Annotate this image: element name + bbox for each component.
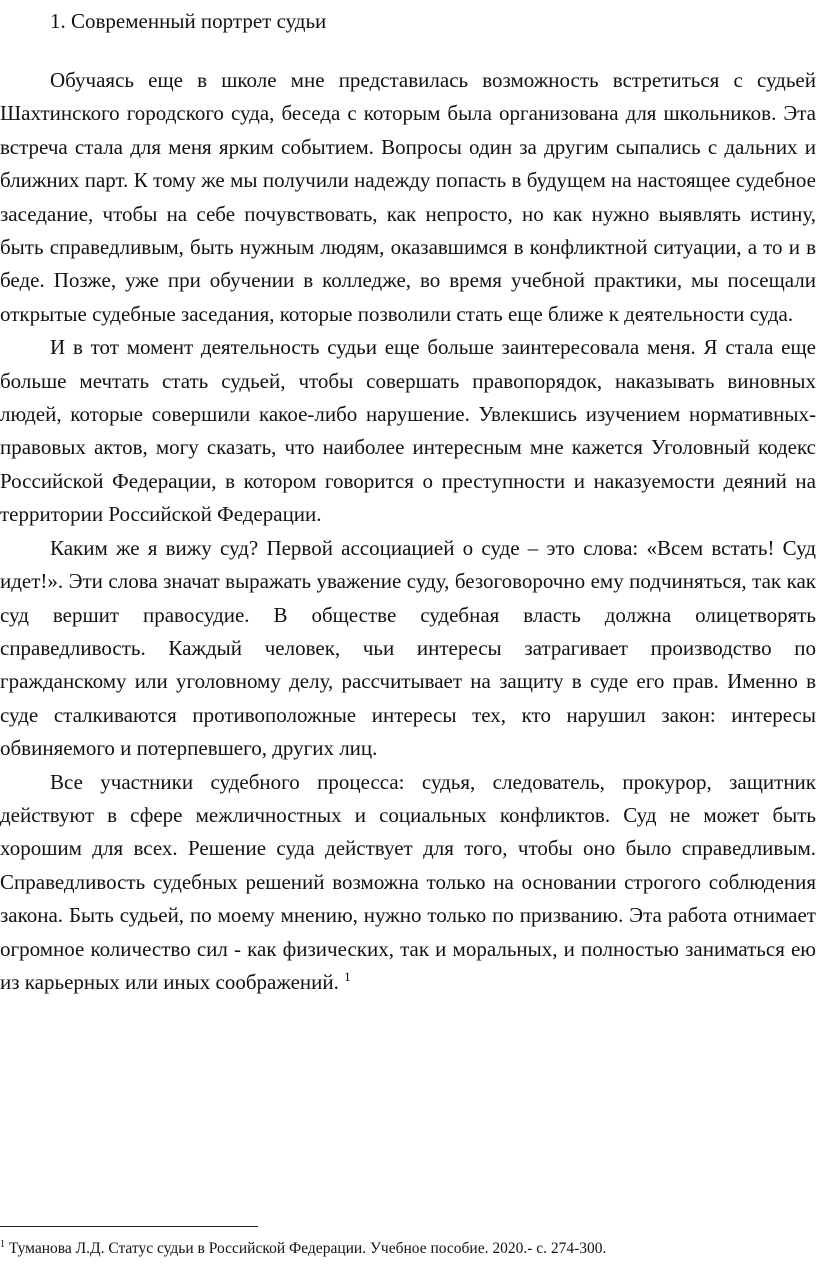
paragraph-2: И в тот момент деятельность судьи еще больше заинтересовала меня. Я стала еще больше мечтать стать судьей, чтобы совершать правопорядок, наказывать виновных людей, которые совершили какое-либо нарушение. Увлекшись изучением нормативных-правовых актов, могу сказать, что наиболее интересным мне кажется Уголовный кодекс Российской Федерации, в котором говорится о преступности и наказуемости деяний на территории Российской Федерации. xyxy=(0,335,816,527)
document-body xyxy=(0,64,816,999)
footnote-separator xyxy=(0,1226,258,1227)
section-heading: 1. Современный портрет судьи xyxy=(50,9,327,33)
footnote-text: Туманова Л.Д. Статус судьи в Российской Федерации. Учебное пособие. 2020.- с. 274-300. xyxy=(8,1240,607,1257)
paragraph-3: Каким же я вижу суд? Первой ассоциацией о суде – это слова: «Всем встать! Суд идет!». Эти слова значат выражать уважение суду, безоговорочно ему подчиняться, так как суд вершит правосудие. В обществе судебная власть должна олицетворять справедливость. Каждый человек, чьи интересы затрагивает производство по гражданскому или уголовному делу, рассчитывает на защиту в суде его прав. Именно в суде сталкиваются противоположные интересы тех, кто нарушил закон: интересы обвиняемого и потерпевшего, других лиц. xyxy=(0,535,816,761)
paragraph-1: Обучаясь еще в школе мне представилась возможность встретиться с судьей Шахтинского городского суда, беседа с которым была организована для школьников. Эта встреча стала для меня ярким событием. Вопросы один за другим сыпались с дальних и ближних парт. К тому же мы получили надежду попасть в будущем на настоящее судебное заседание, чтобы на себе почувствовать, как непросто, но как нужно выявлять истину, быть справедливым, быть нужным людям, оказавшимся в конфликтной ситуации, а то и в беде. Позже, уже при обучении в колледже, во время учебной практики, мы посещали открытые судебные заседания, которые позволили стать еще ближе к деятельности суда. xyxy=(0,68,816,326)
footnote-marker: 1 xyxy=(0,1238,5,1250)
paragraph-4 xyxy=(0,766,816,1000)
paragraph-4-text: Все участники судебного процесса: судья, следователь, прокурор, защитник действуют в сфере межличностных и социальных конфликтов. Суд не может быть хорошим для всех. Решение суда действует для того, чтобы оно было справедливым. Справедливость судебных решений возможна только на основании строгого соблюдения закона. Быть судьей, по моему мнению, нужно только по призванию. Эта работа отнимает огромное количество сил - как физических, так и моральных, и полностью заниматься ею из карьерных или иных соображений. xyxy=(0,769,816,994)
footnote-reference: 1 xyxy=(344,968,351,984)
footnote xyxy=(0,1238,606,1260)
